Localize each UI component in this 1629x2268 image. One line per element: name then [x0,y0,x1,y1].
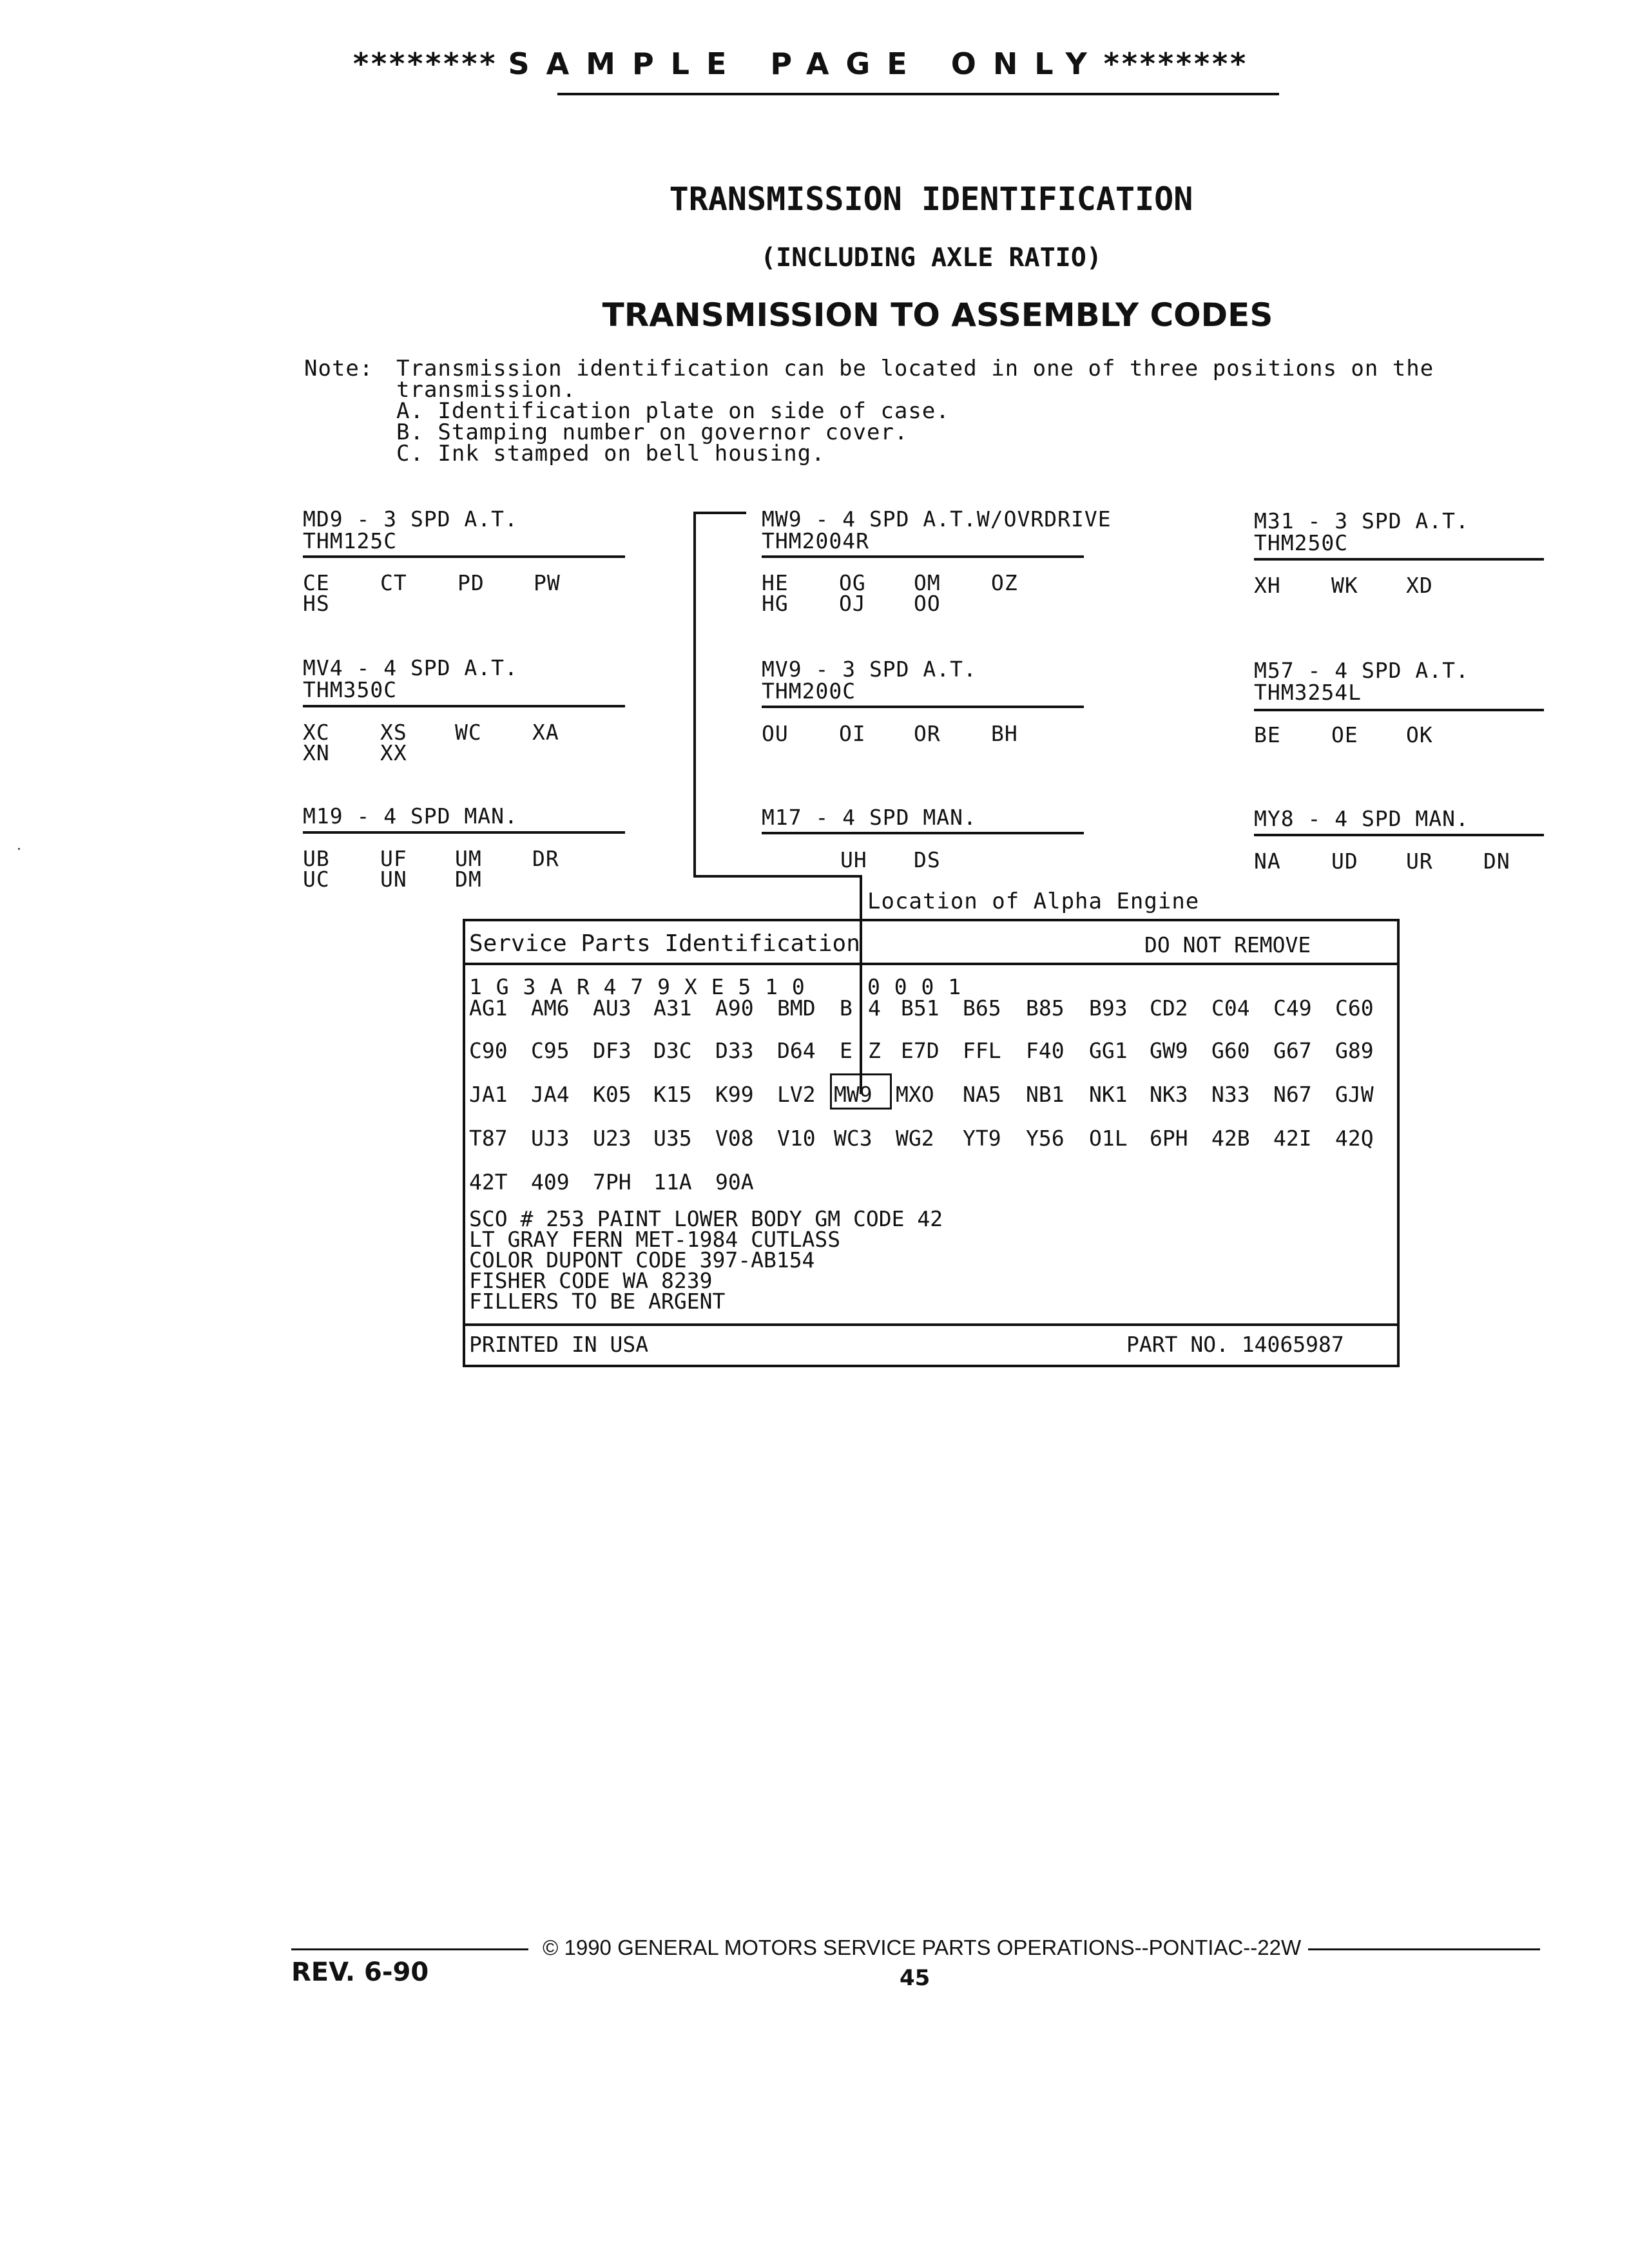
plate-header-title: Service Parts Identification [469,930,860,957]
group-mv4-code: XA [532,720,559,745]
group-md9-rule [303,555,625,558]
rpo-code: GJW [1335,1082,1374,1107]
paint-line: COLOR DUPONT CODE 397-AB154 [469,1247,815,1273]
rpo-code: K99 [715,1082,754,1107]
group-m19-code: UF [380,846,407,871]
plate-footer-rule [463,1323,1400,1326]
rpo-code: 42B [1211,1126,1250,1151]
rpo-code: AU3 [593,995,631,1021]
rpo-code: O1L [1089,1126,1128,1151]
note-item-c: C. Ink stamped on bell housing. [396,441,825,466]
footer-revision: REV. 6-90 [291,1957,429,1987]
rpo-code: Y56 [1026,1126,1065,1151]
group-mw9-code: OM [914,570,941,595]
banner-underline [557,93,1279,95]
rpo-code: D64 [777,1038,816,1063]
group-m17-rule [762,832,1084,834]
plate-part-number: PART NO. 14065987 [1126,1332,1344,1357]
section-title: TRANSMISSION TO ASSEMBLY CODES [602,296,1273,334]
note-line-1: Transmission identification can be located in one of three positions on the [396,356,1434,381]
rpo-code: E [840,1038,853,1063]
group-m17-code: DS [914,847,941,872]
rpo-code: CD2 [1150,995,1188,1021]
rpo-code: N33 [1211,1082,1250,1107]
rpo-code: B65 [963,995,1001,1021]
group-mv9-rule [762,706,1084,708]
group-mw9-code: OO [914,591,941,616]
group-m31-code: XH [1254,573,1281,598]
group-mv9-code: BH [991,721,1018,746]
rpo-code: 4 [868,995,881,1021]
rpo-code: UJ3 [531,1126,570,1151]
rpo-code: GW9 [1150,1038,1188,1063]
plate-location-label: Location of Alpha Engine [867,889,1200,914]
group-m19-code: DR [532,846,559,871]
rpo-code: G89 [1335,1038,1374,1063]
mw9-highlight-box [830,1073,892,1110]
group-my8-rule [1254,834,1544,836]
group-mw9-rule [762,555,1084,558]
group-md9-code: CT [380,570,407,595]
plate-header-rule [463,963,1400,965]
group-md9-code: CE [303,570,330,595]
group-mw9-code: HE [762,570,789,595]
rpo-code: K15 [653,1082,692,1107]
group-m31-code: WK [1331,573,1358,598]
rpo-code: FFL [963,1038,1001,1063]
group-m19-code: UN [380,867,407,892]
group-m57-rule [1254,709,1544,711]
page-title: TRANSMISSION IDENTIFICATION [669,180,1193,218]
rpo-code: AM6 [531,995,570,1021]
paint-line: FISHER CODE WA 8239 [469,1268,713,1293]
rpo-code: YT9 [963,1126,1001,1151]
group-m31-code: XD [1406,573,1433,598]
rpo-code: MXO [896,1082,934,1107]
note-item-a: A. Identification plate on side of case. [396,398,950,424]
rpo-code: G67 [1273,1038,1312,1063]
rpo-code: A31 [653,995,692,1021]
group-mw9-code: OJ [839,591,866,616]
group-m57-title: M57 - 4 SPD A.T. [1254,658,1469,683]
group-my8-code: UD [1331,849,1358,874]
group-md9-title: MD9 - 3 SPD A.T. [303,506,518,532]
group-mw9-code: HG [762,591,789,616]
banner-stars-right: ******** [1103,46,1249,81]
rpo-code: C49 [1273,995,1312,1021]
group-mv9-code: OU [762,721,789,746]
rpo-code: C95 [531,1038,570,1063]
rpo-code: K05 [593,1082,631,1107]
rpo-code-mw9: MW9 [834,1082,872,1107]
plate-header-do-not-remove: DO NOT REMOVE [1144,932,1311,957]
footer-rule-right [1308,1948,1540,1950]
rpo-code: AG1 [469,995,508,1021]
group-mv4-code: XX [380,740,407,765]
connector-bottom [693,875,862,878]
rpo-code: A90 [715,995,754,1021]
footer-copyright: © 1990 GENERAL MOTORS SERVICE PARTS OPERATIONS--PONTIAC--22W [543,1936,1302,1959]
group-mv9-code: OR [914,721,941,746]
group-m19-code: UB [303,846,330,871]
note-label: Note: [304,356,374,381]
rpo-code: Z [868,1038,881,1063]
sample-page-banner [353,46,1248,81]
rpo-code: JA4 [531,1082,570,1107]
group-m19-rule [303,831,625,834]
banner-text: SAMPLE PAGE ONLY [508,46,1104,81]
group-m31-title: M31 - 3 SPD A.T. [1254,508,1469,533]
group-md9-code: HS [303,591,330,616]
group-m17-code: UH [840,847,867,872]
rpo-code: B51 [901,995,940,1021]
rpo-code: 90A [715,1169,754,1195]
group-m19-code: DM [455,867,482,892]
group-my8-code: NA [1254,849,1281,874]
rpo-code: C90 [469,1038,508,1063]
group-m31-rule [1254,558,1544,561]
group-my8-code: DN [1483,849,1510,874]
group-mw9-title: MW9 - 4 SPD A.T.W/OVRDRIVE [762,506,1112,532]
rpo-code: N67 [1273,1082,1312,1107]
paint-line: LT GRAY FERN MET-1984 CUTLASS [469,1227,841,1252]
rpo-code: B85 [1026,995,1065,1021]
rpo-code: C04 [1211,995,1250,1021]
group-m19-code: UC [303,867,330,892]
rpo-code: NK3 [1150,1082,1188,1107]
rpo-code: 11A [653,1169,692,1195]
banner-stars-left: ******** [353,46,498,81]
group-m17-title: M17 - 4 SPD MAN. [762,805,977,830]
rpo-code: B [840,995,853,1021]
group-m19-code: UM [455,846,482,871]
group-mv4-code: XN [303,740,330,765]
rpo-code: U35 [653,1126,692,1151]
rpo-code: 6PH [1150,1126,1188,1151]
group-mv9-title: MV9 - 3 SPD A.T. [762,657,977,682]
rpo-code: D3C [653,1038,692,1063]
group-mw9-code: OG [839,570,866,595]
group-mv4-code: WC [455,720,482,745]
rpo-code: T87 [469,1126,508,1151]
rpo-code: JA1 [469,1082,508,1107]
rpo-code: V10 [777,1126,816,1151]
rpo-code: C60 [1335,995,1374,1021]
group-mv4-title: MV4 - 4 SPD A.T. [303,655,518,680]
group-m31-model: THM250C [1254,530,1349,555]
group-m19-title: M19 - 4 SPD MAN. [303,803,518,829]
rpo-code: 7PH [593,1169,631,1195]
rpo-code: WC3 [834,1126,872,1151]
group-m57-code: BE [1254,722,1281,747]
group-my8-title: MY8 - 4 SPD MAN. [1254,806,1469,831]
group-md9-model: THM125C [303,528,398,553]
group-mv4-rule [303,705,625,707]
group-m57-code: OK [1406,722,1433,747]
group-m57-model: THM3254L [1254,680,1362,705]
rpo-code: NB1 [1026,1082,1065,1107]
group-md9-code: PD [458,570,485,595]
rpo-code: U23 [593,1126,631,1151]
rpo-code: E7D [901,1038,940,1063]
rpo-code: BMD [777,995,816,1021]
scan-speck [18,848,20,850]
plate-vin-right: 0 0 0 1 [867,974,962,999]
rpo-code: G60 [1211,1038,1250,1063]
group-mv4-code: XS [380,720,407,745]
rpo-code: DF3 [593,1038,631,1063]
plate-vin-left: 1 G 3 A R 4 7 9 X E 5 1 0 [469,974,805,999]
note-line-2: transmission. [396,377,577,403]
rpo-code: D33 [715,1038,754,1063]
rpo-code: NA5 [963,1082,1001,1107]
rpo-code: WG2 [896,1126,934,1151]
page-subtitle: (INCLUDING AXLE RATIO) [760,243,1102,273]
group-mv9-model: THM200C [762,678,856,704]
rpo-code: F40 [1026,1038,1065,1063]
rpo-code: 42Q [1335,1126,1374,1151]
group-mv4-model: THM350C [303,677,398,702]
group-mv9-code: OI [839,721,866,746]
rpo-code: 42T [469,1169,508,1195]
paint-line: SCO # 253 PAINT LOWER BODY GM CODE 42 [469,1206,943,1231]
rpo-code: B93 [1089,995,1128,1021]
note-item-b: B. Stamping number on governor cover. [396,419,909,445]
group-my8-code: UR [1406,849,1433,874]
group-m57-code: OE [1331,722,1358,747]
rpo-code: LV2 [777,1082,816,1107]
rpo-code: NK1 [1089,1082,1128,1107]
rpo-code: V08 [715,1126,754,1151]
connector-top [693,512,746,514]
connector-left [693,512,696,878]
group-mv4-code: XC [303,720,330,745]
page-number: 45 [900,1965,930,1991]
group-mw9-code: OZ [991,570,1018,595]
rpo-code: GG1 [1089,1038,1128,1063]
rpo-code: 42I [1273,1126,1312,1151]
paint-line: FILLERS TO BE ARGENT [469,1289,726,1314]
plate-printed-in-usa: PRINTED IN USA [469,1332,649,1357]
group-md9-code: PW [534,570,561,595]
rpo-code: 409 [531,1169,570,1195]
group-mw9-model: THM2004R [762,528,869,553]
footer-rule-left [291,1948,528,1950]
